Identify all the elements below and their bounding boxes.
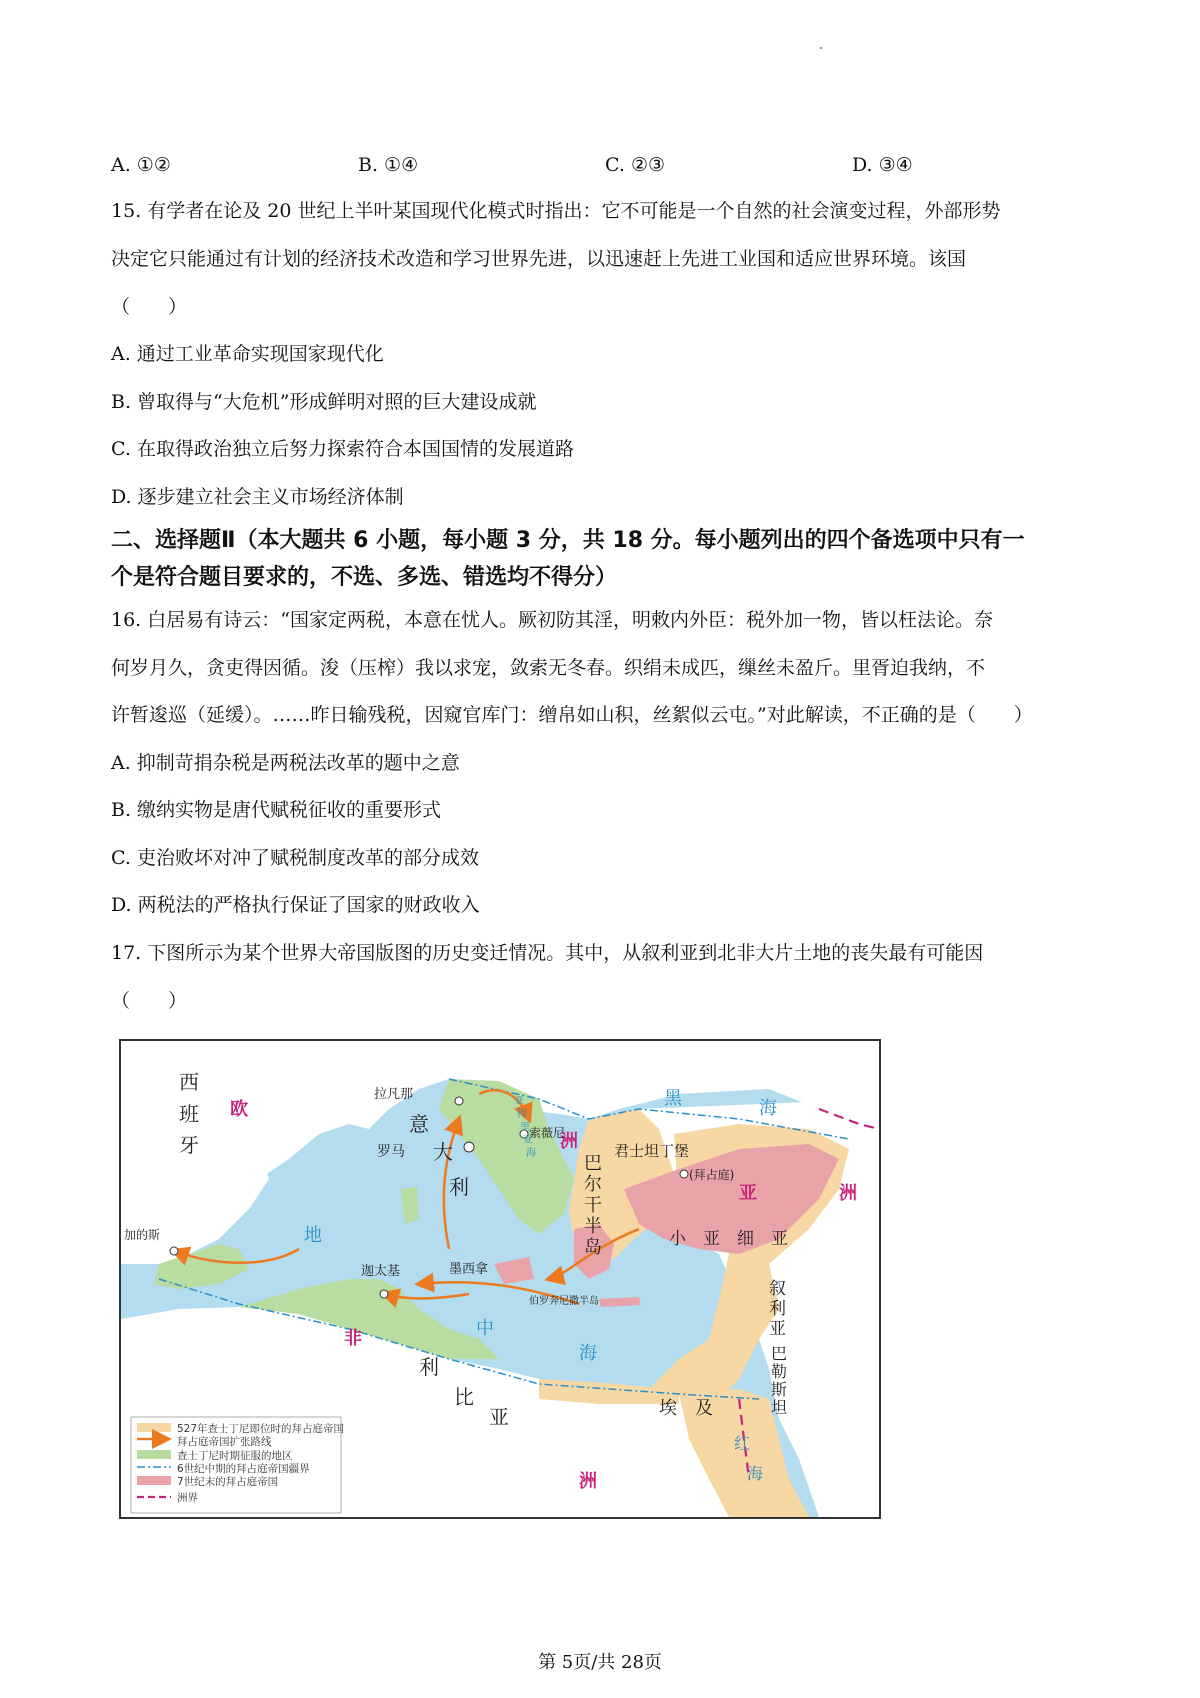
label-asia-minor: 小 亚 细 亚 — [669, 1229, 788, 1249]
label-balkan-1: 巴 — [584, 1153, 602, 1174]
q16-stem-line-1: 16. 白居易有诗云：“国家定两税，本意在忧人。厥初防其淫，明敕内外臣：税外加一物，皆以枉法论。奈 — [111, 609, 993, 631]
label-europe-2: 洲 — [560, 1131, 578, 1152]
q16-stem-line-2: 何岁月久，贪吏得因循。浚（压榨）我以求宠，敛索无冬春。织绢未成匹，缫丝未盈斤。里胥迫我纳，不 — [111, 657, 986, 679]
scan-speck — [820, 47, 822, 49]
label-europe: 欧 — [230, 1099, 248, 1120]
section-2-title-line-2: 个是符合题目要求的，不选、多选、错选均不得分） — [111, 565, 618, 590]
label-spain-3: 牙 — [179, 1133, 199, 1157]
q14-option-d[interactable]: D. ③④ — [852, 154, 913, 176]
label-black-sea-1: 黑 — [664, 1088, 682, 1109]
q16-stem-line-3: 许暂逡巡（延缓）。……昨日输残税，因窥官库门：缯帛如山积，丝絮似云屯。”对此解读，不正确的是（ ） — [111, 704, 1033, 726]
label-sirmium: 索薇尼 — [529, 1126, 566, 1140]
q14-option-a[interactable]: A. ①② — [111, 154, 171, 176]
label-black-sea-2: 海 — [759, 1098, 777, 1119]
label-ravenna: 拉凡那 — [374, 1087, 414, 1102]
city-marker-cadiz — [170, 1247, 178, 1255]
label-cadiz: 加的斯 — [124, 1228, 161, 1242]
label-palestine-1: 巴 — [771, 1344, 788, 1363]
q17-answer-bracket: （ ） — [111, 990, 188, 1012]
label-adriatic-3: 里 — [520, 1122, 530, 1133]
label-asia-2: 洲 — [839, 1183, 857, 1204]
label-spain-2: 班 — [179, 1102, 199, 1126]
label-italy-3: 利 — [449, 1175, 469, 1199]
label-byzantium: (拜占庭) — [689, 1168, 735, 1182]
label-adriatic-5: 海 — [526, 1148, 536, 1159]
label-palestine-2: 勒 — [771, 1362, 788, 1381]
label-med-2: 中 — [476, 1318, 494, 1339]
legend-label-route: 拜占庭帝国扩张路线 — [177, 1436, 272, 1448]
byzantine-empire-map — [119, 1039, 881, 1519]
q15-answer-bracket: （ ） — [111, 296, 188, 318]
label-libya-2: 比 — [454, 1385, 474, 1409]
q15-option-d[interactable]: D. 逐步建立社会主义市场经济体制 — [111, 486, 404, 508]
label-balkan-5: 岛 — [584, 1237, 602, 1258]
label-italy-1: 意 — [409, 1112, 429, 1136]
legend-label-empire-7c: 7世纪末的拜占庭帝国 — [177, 1476, 279, 1488]
legend-label-border-6c: 6世纪中期的拜占庭帝国疆界 — [177, 1463, 310, 1475]
section-2-title-line-1: 二、选择题Ⅱ（本大题共 6 小题，每小题 3 分，共 18 分。每小题列出的四个备选项中只有一 — [111, 528, 1025, 553]
label-constantinople: 君士坦丁堡 — [614, 1142, 690, 1160]
q16-option-d[interactable]: D. 两税法的严格执行保证了国家的财政收入 — [111, 894, 480, 916]
city-marker-constantinople — [680, 1170, 688, 1178]
label-libya-3: 亚 — [489, 1405, 509, 1429]
label-red-sea-1: 红 — [734, 1434, 751, 1453]
label-asia: 亚 — [739, 1183, 757, 1204]
q15-stem-line-2: 决定它只能通过有计划的经济技术改造和学习世界先进，以迅速赶上先进工业国和适应世界环境。该国 — [111, 248, 967, 270]
q16-option-c[interactable]: C. 吏治败坏对冲了赋税制度改革的部分成效 — [111, 847, 479, 869]
q15-option-c[interactable]: C. 在取得政治独立后努力探索符合本国国情的发展道路 — [111, 438, 574, 460]
city-marker-carthage — [380, 1290, 388, 1298]
label-med-1: 地 — [304, 1225, 322, 1246]
label-italy-2: 大 — [433, 1140, 453, 1164]
q17-stem-line-1: 17. 下图所示为某个世界大帝国版图的历史变迁情况。其中，从叙利亚到北非大片土地的丧失最有可能因 — [111, 942, 984, 964]
legend-label-continent: 洲界 — [177, 1492, 198, 1504]
label-spain-1: 西 — [179, 1070, 199, 1094]
q15-option-a[interactable]: A. 通过工业革命实现国家现代化 — [111, 343, 384, 365]
label-adriatic-1: 亚 — [514, 1096, 524, 1107]
label-med-3: 海 — [579, 1343, 597, 1364]
label-libya-1: 利 — [419, 1355, 439, 1379]
map-legend — [131, 1417, 344, 1513]
legend-label-conquered: 查士丁尼时期征服的地区 — [177, 1450, 293, 1462]
q14-option-b[interactable]: B. ①④ — [358, 154, 419, 176]
label-messina: 墨西拿 — [449, 1262, 489, 1277]
label-syria-3: 亚 — [769, 1319, 786, 1339]
label-rome: 罗马 — [377, 1144, 405, 1160]
legend-swatch-conquered — [137, 1450, 171, 1459]
label-adriatic-4: 亚 — [523, 1135, 533, 1146]
page-footer: 第 5页/共 28页 — [538, 1652, 662, 1673]
label-adriatic-2: 得 — [517, 1109, 527, 1120]
label-egypt: 埃 及 — [659, 1398, 713, 1419]
label-africa: 非 — [344, 1328, 362, 1349]
legend-swatch-empire-527 — [137, 1423, 171, 1432]
label-balkan-3: 干 — [584, 1195, 602, 1216]
label-africa-2: 洲 — [579, 1471, 597, 1492]
label-palestine-3: 斯 — [771, 1380, 788, 1399]
q15-option-b[interactable]: B. 曾取得与“大危机”形成鲜明对照的巨大建设成就 — [111, 391, 537, 413]
q16-option-a[interactable]: A. 抑制苛捐杂税是两税法改革的题中之意 — [111, 752, 460, 774]
label-carthage: 迦太基 — [361, 1264, 401, 1279]
q16-option-b[interactable]: B. 缴纳实物是唐代赋税征收的重要形式 — [111, 799, 442, 821]
label-palestine-4: 坦 — [771, 1398, 788, 1417]
q15-stem-line-1: 15. 有学者在论及 20 世纪上半叶某国现代化模式时指出：它不可能是一个自然的社会演变过程，外部形势 — [111, 200, 1001, 222]
label-peloponnese: 伯罗奔尼撒半岛 — [529, 1296, 599, 1307]
city-marker-ravenna — [455, 1097, 463, 1105]
label-syria-1: 叙 — [769, 1279, 786, 1299]
city-marker-rome — [464, 1142, 474, 1152]
label-red-sea-2: 海 — [747, 1464, 764, 1483]
q14-option-c[interactable]: C. ②③ — [605, 154, 666, 176]
legend-label-empire-527: 527年查士丁尼即位时的拜占庭帝国 — [177, 1423, 345, 1435]
label-balkan-2: 尔 — [584, 1174, 602, 1195]
legend-swatch-empire-7c — [137, 1476, 171, 1485]
label-balkan-4: 半 — [584, 1216, 602, 1237]
label-syria-2: 利 — [769, 1299, 786, 1319]
